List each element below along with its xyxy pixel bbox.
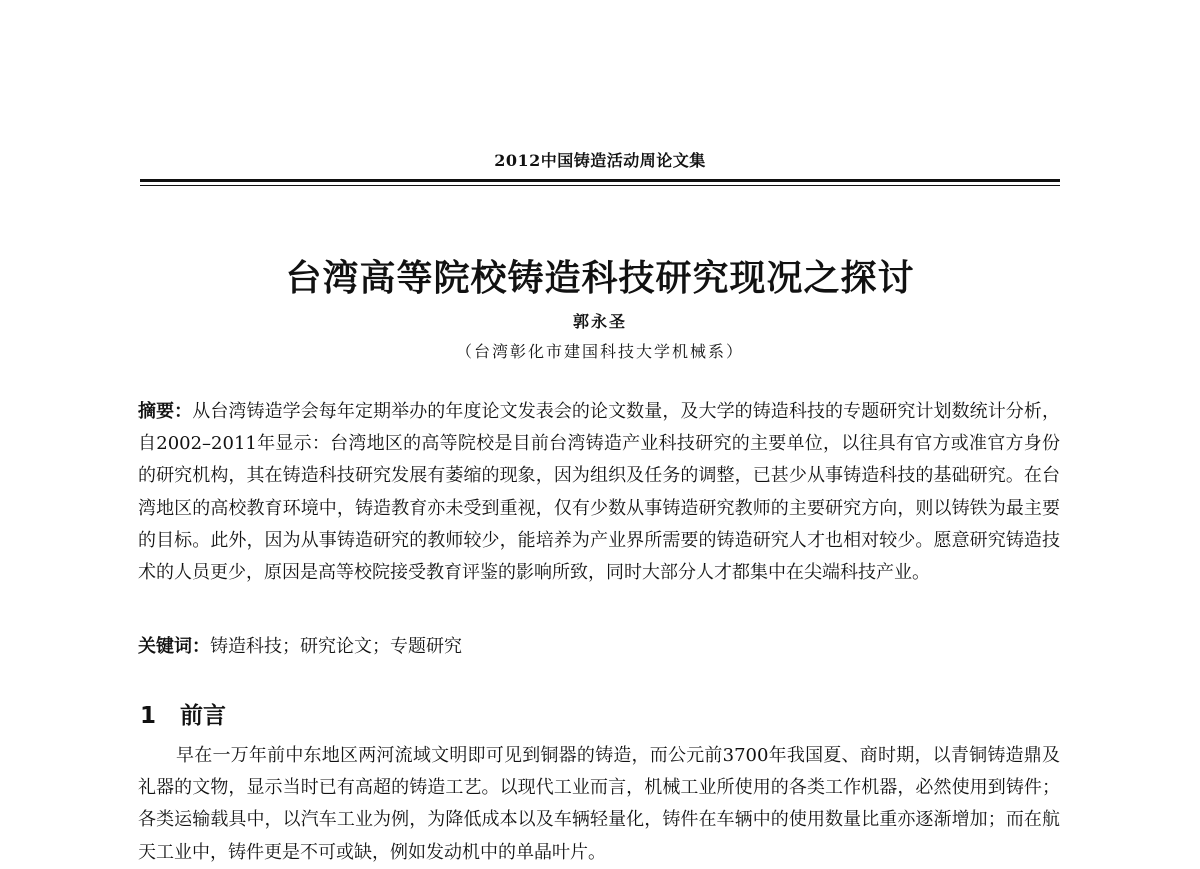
section-paragraph: 早在一万年前中东地区两河流域文明即可见到铜器的铸造，而公元前3700年我国夏、商时期，以青铜铸造鼎及礼器的文物，显示当时已有高超的铸造工艺。以现代工业而言，机械工业所使用的各类工作机器，必然使用到铸件；各类运输载具中，以汽车工业为例，为降低成本以及车辆轻量化，铸件在车辆中的使用数量比重亦逐渐增加；而在航天工业中，铸件更是不可或缺，例如发动机中的单晶叶片。 (138, 745, 1060, 863)
keywords-label: 关键词： (138, 636, 210, 657)
running-header: 2012中国铸造活动周论文集 (494, 151, 706, 170)
author-name: 郭永圣 (572, 312, 627, 331)
author-affiliation: （台湾彰化市建国科技大学机械系） (455, 342, 744, 361)
header-rule-thin (140, 185, 1060, 186)
keywords-text: 铸造科技；研究论文；专题研究 (210, 636, 462, 657)
header-rule-thick (140, 179, 1060, 182)
keywords (138, 632, 1060, 662)
abstract (138, 396, 1060, 589)
abstract-label: 摘要： (138, 401, 193, 422)
section-number: 1 (140, 703, 157, 729)
section-title: 前言 (180, 703, 226, 729)
abstract-text: 从台湾铸造学会每年定期举办的年度论文发表会的论文数量，及大学的铸造科技的专题研究计划数统计分析，自2002–2011年显示：台湾地区的高等院校是目前台湾铸造产业科技研究的主要单位，以往具有官方或准官方身份的研究机构，其在铸造科技研究发展有萎缩的现象，因为组织及任务的调整，已甚少从事铸造科技的基础研究。在台湾地区的高校教育环境中，铸造教育亦未受到重视，仅有少数从事铸造研究教师的主要研究方向，则以铸铁为最主要的目标。此外，因为从事铸造研究的教师较少，能培养为产业界所需要的铸造研究人才也相对较少。愿意研究铸造技术的人员更少，原因是高等校院接受教育评鉴的影响所致，同时大部分人才都集中在尖端科技产业。 (138, 401, 1061, 584)
section-heading (140, 697, 226, 730)
paper-title: 台湾高等院校铸造科技研究现况之探讨 (285, 258, 915, 299)
